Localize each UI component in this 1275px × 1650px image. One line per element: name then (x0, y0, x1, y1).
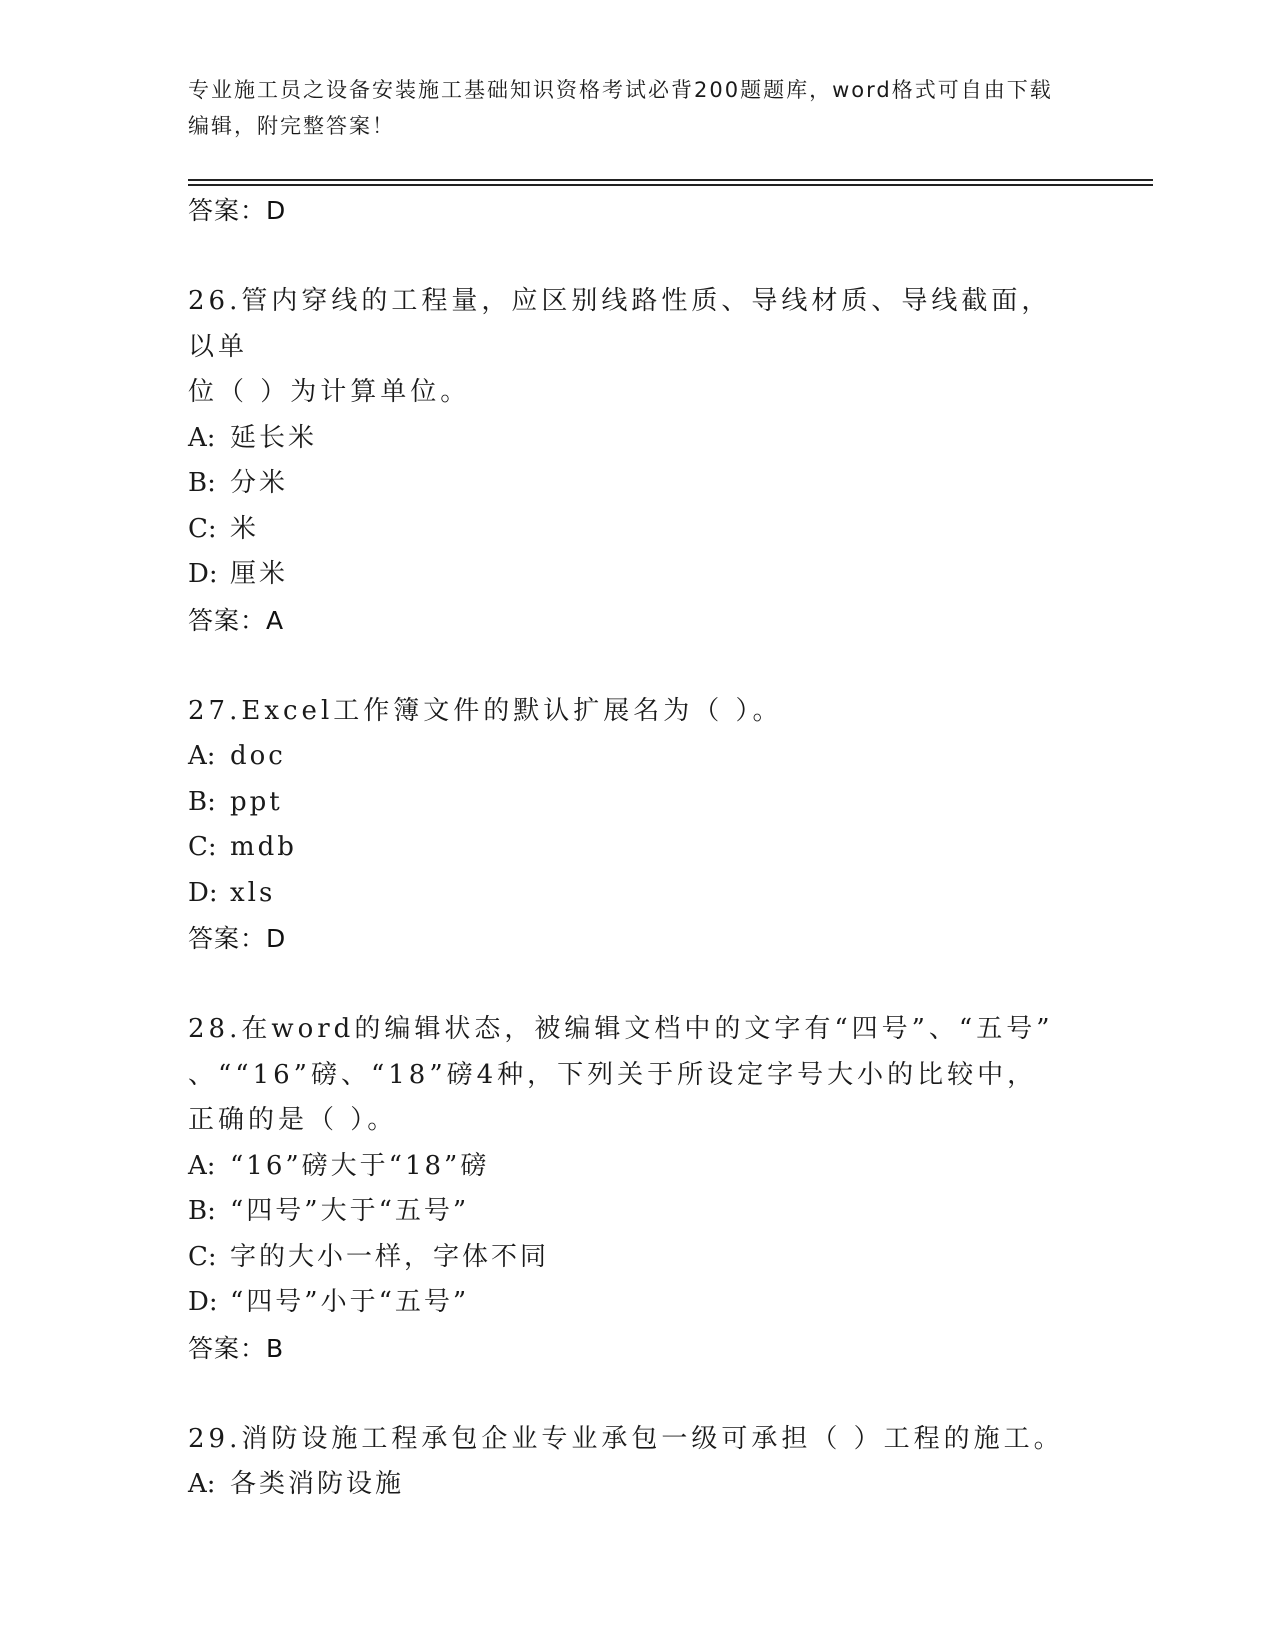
question-27-option-d (188, 871, 1148, 917)
question-26-option-a (188, 416, 1148, 462)
spacer (188, 1371, 1148, 1417)
option-text: mdb (230, 832, 297, 862)
option-label: A: (188, 741, 216, 771)
question-27-option-b (188, 780, 1148, 826)
question-29 (188, 1417, 1148, 1508)
question-26-option-c (188, 507, 1148, 553)
question-29-stem-line-1: 29.消防设施工程承包企业专业承包一级可承担（ ）工程的施工。 (188, 1423, 1064, 1454)
option-label: C: (188, 832, 217, 862)
question-27-stem-line-1: 27.Excel工作簿文件的默认扩展名为（ ）。 (188, 695, 783, 726)
question-28-option-d (188, 1280, 1148, 1326)
answer-q26: 答案：A (188, 605, 285, 635)
header-divider-top (188, 179, 1153, 181)
question-26-stem-line-2: 位（ ）为计算单位。 (188, 377, 471, 407)
option-label: D: (188, 1287, 218, 1317)
option-label: A: (188, 1469, 216, 1499)
option-label: C: (188, 513, 217, 544)
option-label: A: (188, 1150, 216, 1181)
option-text: 分米 (230, 468, 289, 498)
option-label: D: (188, 559, 218, 589)
option-text: xls (230, 877, 276, 908)
option-text: 米 (230, 513, 260, 544)
option-label: B: (188, 468, 216, 498)
option-text: ppt (230, 786, 283, 817)
spacer (188, 233, 1148, 279)
question-26-stem-line-1: 26.管内穿线的工程量，应区别线路性质、导线材质、导线截面，以单 (188, 286, 1052, 362)
answer-q28: 答案：B (188, 1333, 285, 1363)
answer-q25: 答案：D (188, 196, 287, 225)
option-text: “四号”大于“五号” (230, 1196, 470, 1226)
option-label: B: (188, 1196, 216, 1226)
question-27 (188, 689, 1148, 962)
option-text: “16”磅大于“18”磅 (230, 1150, 490, 1181)
question-29-option-a (188, 1462, 1148, 1508)
document-header-title: 专业施工员之设备安装施工基础知识资格考试必背200题题库，word格式可自由下载编辑，附完整答案！ (188, 78, 1053, 138)
question-26-option-b (188, 461, 1148, 507)
option-text: 各类消防设施 (230, 1469, 405, 1499)
option-label: D: (188, 877, 218, 908)
question-27-option-a (188, 734, 1148, 780)
question-28-stem-line-2: 、““16”磅、“18”磅4种，下列关于所设定字号大小的比较中， (188, 1059, 1038, 1090)
question-26-option-d (188, 552, 1148, 598)
option-text: 延长米 (230, 422, 318, 453)
question-27-option-c (188, 825, 1148, 871)
option-label: A: (188, 422, 216, 453)
option-text: 字的大小一样，字体不同 (230, 1241, 550, 1272)
question-26 (188, 279, 1148, 643)
question-28-option-a (188, 1144, 1148, 1190)
option-text: 厘米 (230, 559, 289, 589)
spacer (188, 961, 1148, 1007)
header-divider-bottom (188, 184, 1153, 186)
document-body (188, 188, 1148, 1508)
question-28-stem-line-3: 正确的是（ ）。 (188, 1105, 398, 1135)
option-label: C: (188, 1241, 217, 1272)
spacer (188, 643, 1148, 689)
option-text: doc (230, 741, 286, 771)
answer-q27: 答案：D (188, 924, 287, 953)
option-label: B: (188, 786, 216, 817)
question-28-stem-line-1: 28.在word的编辑状态，被编辑文档中的文字有“四号”、“五号” (188, 1014, 1054, 1044)
question-28 (188, 1007, 1148, 1371)
question-28-option-c (188, 1235, 1148, 1281)
option-text: “四号”小于“五号” (230, 1287, 470, 1317)
question-28-option-b (188, 1189, 1148, 1235)
